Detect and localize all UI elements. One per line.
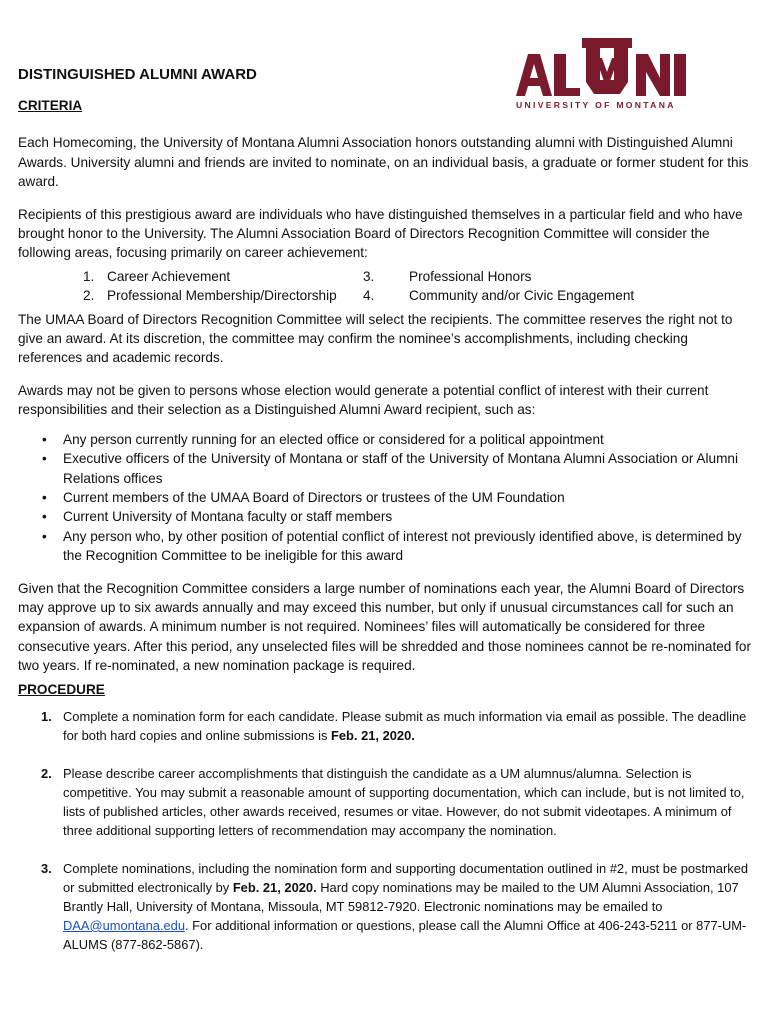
award-areas-list [83, 267, 752, 306]
area-label: Professional Honors [409, 268, 532, 284]
area-number: 2. [83, 288, 95, 304]
area-label: Career Achievement [107, 268, 231, 284]
step-number: 1. [41, 708, 52, 724]
logo-subtitle: UNIVERSITY OF MONTANA [516, 100, 676, 110]
ineligible-list [18, 430, 752, 566]
list-item: • Any person who, by other position of potential conflict of interest not previously identified above, is determined by the Recognition Committee to be ineligible for this award [42, 528, 742, 564]
procedure-steps [18, 707, 752, 954]
list-item: • Current University of Montana faculty or staff members [18, 507, 752, 526]
step-text: . For additional information or questions, please call the Alumni Office at 406-243-5211 or 877-UM-ALUMS (877-862-5867). [63, 917, 747, 952]
step-text: Hard copy nominations may be mailed to the UM Alumni Association, 107 Brantly Hall, University of Montana, Missoula, MT 59812-7920. Electronic nominations may be emailed to [63, 879, 739, 914]
nominations-paragraph: Given that the Recognition Committee considers a large number of nominations each year, the Alumni Board of Directors may approve up to six awards annually and may exceed this number, but only if unusual circumstances call for such an expansion of awards. A minimum number is not required. Nominees’ files will automatically be considered for three consecutive years. After this period, any unselected files will be shredded and those nominees cannot be re-nominated for two years. If re-nominated, a new nomination package is required. [18, 580, 751, 674]
step-number: 3. [41, 860, 52, 876]
procedure-step-3 [18, 859, 752, 954]
procedure-step-2 [18, 764, 752, 840]
committee-paragraph: The UMAA Board of Directors Recognition Committee will select the recipients. The committee reserves the right not to give an award. At its discretion, the committee may confirm the nominee’s accomplishments, including checking references and academic records. [18, 311, 733, 366]
deadline-date: Feb. 21, 2020. [232, 879, 317, 895]
step-number: 2. [41, 765, 52, 781]
criteria-heading: CRITERIA [18, 98, 83, 113]
intro-paragraph: Each Homecoming, the University of Montana Alumni Association honors outstanding alumni with Distinguished Alumni Awards. University alumni and friends are invited to nominate, on an individual basis, a graduate or former student for this award. [18, 135, 749, 190]
bullet-icon: • [42, 451, 47, 467]
bullet-icon: • [42, 489, 47, 505]
step-text: Please describe career accomplishments that distinguish the candidate as a UM alumnus/alumna. Selection is competitive. You may submit a reasonable amount of supporting documentation, which can include, but is not limited to, lists of published articles, other awards received, resumes or vitae. However, do not submit videotapes. A minimum of three additional supporting letters of recommendation may accompany the nomination. [63, 765, 745, 838]
area-number: 4. [363, 288, 375, 304]
step-text: Complete nominations, including the nomination form and supporting documentation outlined in #2, must be postmarked or submitted electronically by [63, 860, 749, 895]
procedure-heading: PROCEDURE [18, 681, 105, 697]
bullet-icon: • [42, 528, 47, 544]
area-number: 3. [363, 268, 375, 284]
page-title: DISTINGUISHED ALUMNI AWARD [18, 66, 257, 83]
bullet-icon: • [42, 431, 47, 447]
list-item: • Any person currently running for an elected office or considered for a political appointment [18, 430, 752, 449]
list-item: • Executive officers of the University of Montana or staff of the University of Montana Alumni Association or Alumni Relations offices [42, 451, 738, 486]
document-body [18, 66, 752, 954]
conflict-paragraph: Awards may not be given to persons whose election would generate a potential conflict of interest with their current responsibilities and their selection as a Distinguished Alumni Award recipient, such as: [18, 382, 709, 418]
recipients-paragraph: Recipients of this prestigious award are individuals who have distinguished themselves in a particular field and who have brought honor to the University. The Alumni Association Board of Directors Recognition Committee will consider the following areas, focusing primarily on career achievement: [18, 206, 743, 261]
list-item: • Current members of the UMAA Board of Directors or trustees of the UM Foundation [18, 488, 752, 507]
procedure-step-1 [18, 707, 752, 745]
email-link[interactable]: DAA@umontana.edu [63, 917, 186, 933]
area-label: Community and/or Civic Engagement [409, 288, 635, 304]
area-number: 1. [83, 268, 95, 284]
bullet-icon: • [42, 509, 47, 525]
deadline-date: Feb. 21, 2020. [331, 727, 415, 743]
step-text: Complete a nomination form for each candidate. Please submit as much information via email as possible. The deadline for both hard copies and online submissions is [63, 708, 747, 743]
area-label: Professional Membership/Directorship [107, 288, 337, 304]
